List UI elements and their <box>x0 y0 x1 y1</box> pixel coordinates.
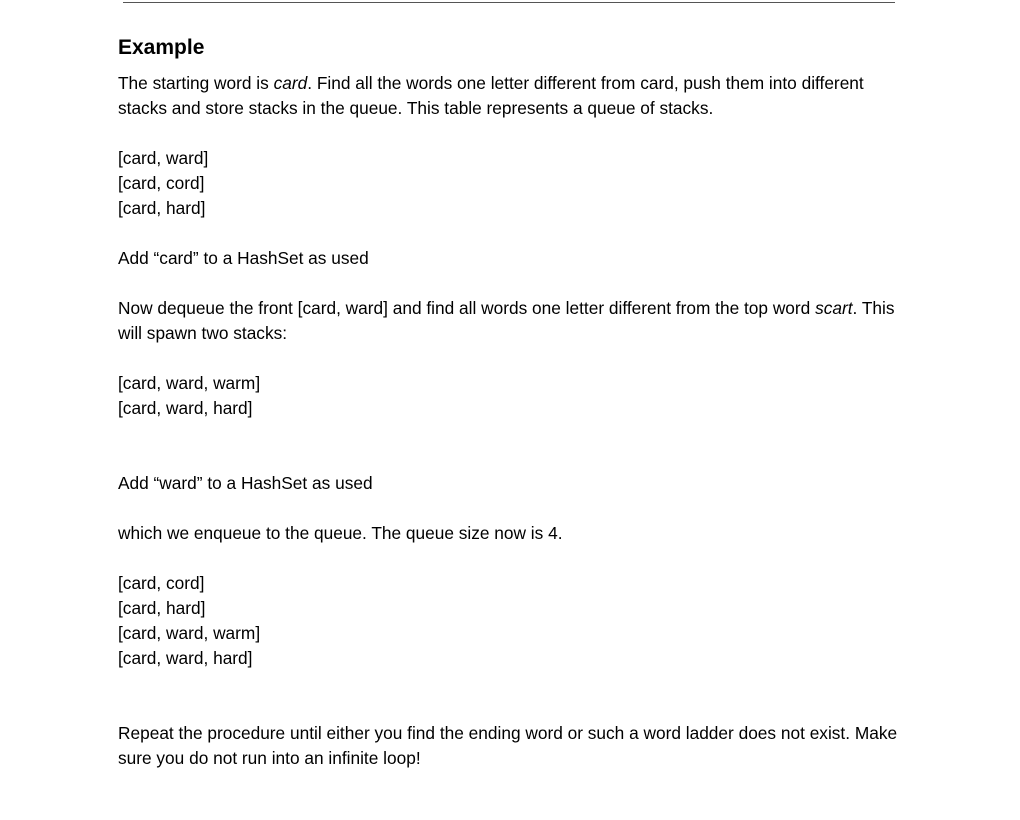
queue-item: [card, ward, warm] <box>118 623 261 643</box>
queue-item: [card, hard] <box>118 198 206 218</box>
hashset-card-text: Add “card” to a HashSet as used <box>118 248 369 268</box>
hashset-ward-text: Add “ward” to a HashSet as used <box>118 473 373 493</box>
intro-text-1: The starting word is <box>118 73 274 93</box>
stack-item: [card, ward, warm] <box>118 373 261 393</box>
queue-item: [card, ward, hard] <box>118 648 253 668</box>
dequeue-text-2: . This will spawn two stacks: <box>118 298 895 343</box>
initial-queue-list <box>118 146 908 221</box>
top-divider <box>123 2 895 3</box>
queue-item: [card, cord] <box>118 173 205 193</box>
queue-item: [card, cord] <box>118 573 205 593</box>
dequeue-text-1: Now dequeue the front [card, ward] and find all words one letter different from the top word <box>118 298 816 318</box>
top-word: scart <box>815 298 853 318</box>
queue-item: [card, ward] <box>118 148 209 168</box>
section-heading: Example <box>118 36 205 59</box>
dequeue-paragraph <box>118 296 908 346</box>
stack-item: [card, ward, hard] <box>118 398 253 418</box>
intro-paragraph <box>118 71 908 121</box>
spawned-stacks-list <box>118 371 908 421</box>
enqueue-text: which we enqueue to the queue. The queue size now is 4. <box>118 523 563 543</box>
queue-item: [card, hard] <box>118 598 206 618</box>
intro-text-2: . Find all the words one letter different from card, push them into different stacks and store stacks in the queue. This table represents a queue of stacks. <box>118 73 864 118</box>
start-word: card <box>273 73 308 93</box>
closing-paragraph: Repeat the procedure until either you find the ending word or such a word ladder does not exist. Make sure you do not run into an infinite loop! <box>118 723 898 768</box>
document-body <box>118 34 908 771</box>
queue-after-list <box>118 571 908 671</box>
